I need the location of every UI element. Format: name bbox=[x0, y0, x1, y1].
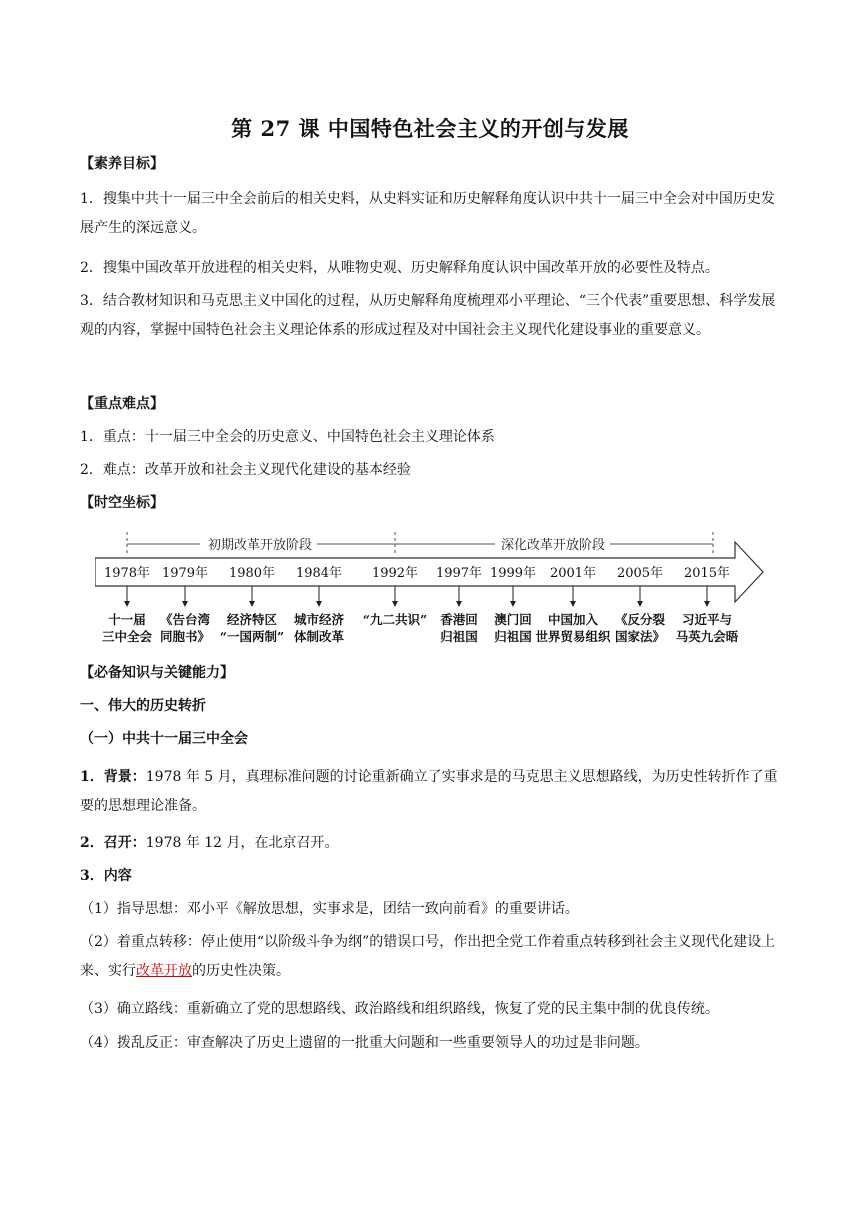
timeline-event-line1-8: 《反分裂 bbox=[614, 612, 666, 627]
timeline-event-line1-9: 习近平与 bbox=[681, 612, 733, 627]
held-text: 1978 年 12 月，在北京召开。 bbox=[145, 835, 339, 851]
literacy-item-1 bbox=[80, 185, 786, 243]
timeline-connector-head-1 bbox=[182, 601, 188, 607]
timeline-year-4: 1992年 bbox=[371, 566, 419, 581]
key-heading: 【重点难点】 bbox=[80, 396, 164, 412]
timeline-event-line2-9: 马英九会晤 bbox=[675, 629, 739, 644]
timeline-connector-head-4 bbox=[392, 601, 398, 607]
knowledge-heading: 【必备知识与关键能力】 bbox=[80, 665, 234, 681]
key-item-2: 2．难点：改革开放和社会主义现代化建设的基本经验 bbox=[80, 462, 411, 478]
content-item-4 bbox=[80, 1029, 786, 1058]
key-item-1: 1．重点：十一届三中全会的历史意义、中国特色社会主义理论体系 bbox=[80, 429, 495, 445]
literacy-item-2-text: 2．搜集中国改革开放进程的相关史料，从唯物史观、历史解释角度认识中国改革开放的必要性及特点。 bbox=[80, 260, 719, 276]
timeline-event-line2-5: 归祖国 bbox=[440, 629, 478, 644]
background-label: 1．背景： bbox=[80, 769, 146, 785]
timeline-event-line2-6: 归祖国 bbox=[494, 629, 532, 644]
timeline-heading: 【时空坐标】 bbox=[80, 495, 164, 511]
literacy-item-3 bbox=[80, 287, 786, 345]
stage-deep-label: 深化改革开放阶段 bbox=[500, 538, 606, 553]
timeline-year-6: 1999年 bbox=[489, 566, 537, 581]
stage-early-label: 初期改革开放阶段 bbox=[207, 538, 313, 553]
content-item-3 bbox=[80, 995, 786, 1024]
content-label: 3．内容 bbox=[80, 868, 132, 884]
timeline-svg bbox=[95, 527, 765, 644]
timeline-year-1: 1979年 bbox=[161, 566, 209, 581]
timeline-event-line1-2: 经济特区 bbox=[226, 612, 278, 627]
literacy-section bbox=[80, 150, 786, 179]
timeline-event-line2-8: 国家法》 bbox=[614, 629, 666, 644]
timeline-event-line1-6: 澳门回 bbox=[494, 612, 532, 627]
content-item-3-text: （3）确立路线：重新确立了党的思想路线、政治路线和组织路线，恢复了党的民主集中制的优良传统。 bbox=[80, 1001, 719, 1017]
timeline-connector-head-0 bbox=[124, 601, 130, 607]
background-paragraph bbox=[80, 763, 786, 821]
sub-one-heading: （一）中共十一届三中全会 bbox=[80, 731, 248, 747]
timeline-connector-head-2 bbox=[249, 601, 255, 607]
timeline-connector-head-5 bbox=[456, 601, 462, 607]
content-item-4-text: （4）拨乱反正：审查解决了历史上遗留的一批重大问题和一些重要领导人的功过是非问题。 bbox=[80, 1035, 649, 1051]
held-label: 2．召开： bbox=[80, 835, 146, 851]
timeline-connector-head-8 bbox=[637, 601, 643, 607]
content-item-2-pre: （2）着重点转移：停止使用“以阶级斗争为纲”的错误口号，作出把全党工作着重点转移到社会主义现代化建设上来、实行 bbox=[80, 934, 776, 979]
timeline-event-line2-3: 体制改革 bbox=[293, 629, 345, 644]
literacy-item-1-text: 1．搜集中共十一届三中全会前后的相关史料，从史料实证和历史解释角度认识中共十一届三中全会对中国历史发展产生的深远意义。 bbox=[80, 191, 775, 236]
timeline-event-line1-0: 十一届 bbox=[108, 612, 146, 627]
content-item-1 bbox=[80, 895, 786, 924]
page-title: 第 27 课 中国特色社会主义的开创与发展 bbox=[231, 116, 629, 141]
timeline-event-line1-3: 城市经济 bbox=[293, 612, 345, 627]
timeline-year-9: 2015年 bbox=[683, 566, 731, 581]
key-section bbox=[80, 390, 786, 485]
content-heading-block bbox=[80, 862, 786, 891]
timeline-connector-head-6 bbox=[510, 601, 516, 607]
timeline-heading-block bbox=[80, 489, 786, 518]
content-item-2-post: 的历史性决策。 bbox=[192, 963, 290, 979]
timeline-year-5: 1997年 bbox=[435, 566, 483, 581]
year-labels bbox=[104, 565, 730, 581]
timeline-connector-head-9 bbox=[704, 601, 710, 607]
timeline-event-line1-5: 香港回 bbox=[440, 612, 478, 627]
timeline-year-7: 2001年 bbox=[549, 566, 597, 581]
timeline-event-line1-4: “九二共识” bbox=[362, 612, 428, 627]
timeline-event-line2-1: 同胞书》 bbox=[159, 629, 211, 644]
timeline-year-0: 1978年 bbox=[103, 566, 151, 581]
timeline-connector-head-3 bbox=[316, 601, 322, 607]
event-labels bbox=[102, 586, 739, 644]
timeline-event-line2-2: “一国两制” bbox=[219, 629, 285, 644]
literacy-item-3-text: 3．结合教材知识和马克思主义中国化的过程，从历史解释角度梳理邓小平理论、“三个代表”重要思想、科学发展观的内容，掌握中国特色社会主义理论体系的形成过程及对中国社会主义现代化建设事业的重要意义。 bbox=[80, 293, 776, 338]
timeline-year-2: 1980年 bbox=[228, 566, 276, 581]
timeline-event-line2-7: 世界贸易组织 bbox=[535, 629, 611, 644]
literacy-item-2 bbox=[80, 254, 786, 283]
literacy-heading: 【素养目标】 bbox=[80, 156, 164, 172]
content-item-2 bbox=[80, 928, 786, 986]
background-text: 1978 年 5 月，真理标准问题的讨论重新确立了实事求是的马克思主义思想路线，为历史性转折作了重要的思想理论准备。 bbox=[80, 769, 778, 814]
part-one-heading: 一、伟大的历史转折 bbox=[80, 698, 206, 714]
timeline-connector-head-7 bbox=[570, 601, 576, 607]
timeline-event-line1-7: 中国加入 bbox=[547, 612, 599, 627]
timeline-event-line1-1: 《告台湾 bbox=[159, 612, 211, 627]
knowledge-section bbox=[80, 659, 786, 754]
reform-opening-link[interactable]: 改革开放 bbox=[136, 963, 192, 979]
timeline-year-8: 2005年 bbox=[616, 566, 664, 581]
timeline-event-line2-0: 三中全会 bbox=[101, 629, 153, 644]
content-item-1-text: （1）指导思想：邓小平《解放思想，实事求是，团结一致向前看》的重要讲话。 bbox=[80, 901, 579, 917]
timeline-year-3: 1984年 bbox=[295, 566, 343, 581]
held-paragraph bbox=[80, 829, 786, 858]
timeline-figure bbox=[95, 527, 765, 644]
